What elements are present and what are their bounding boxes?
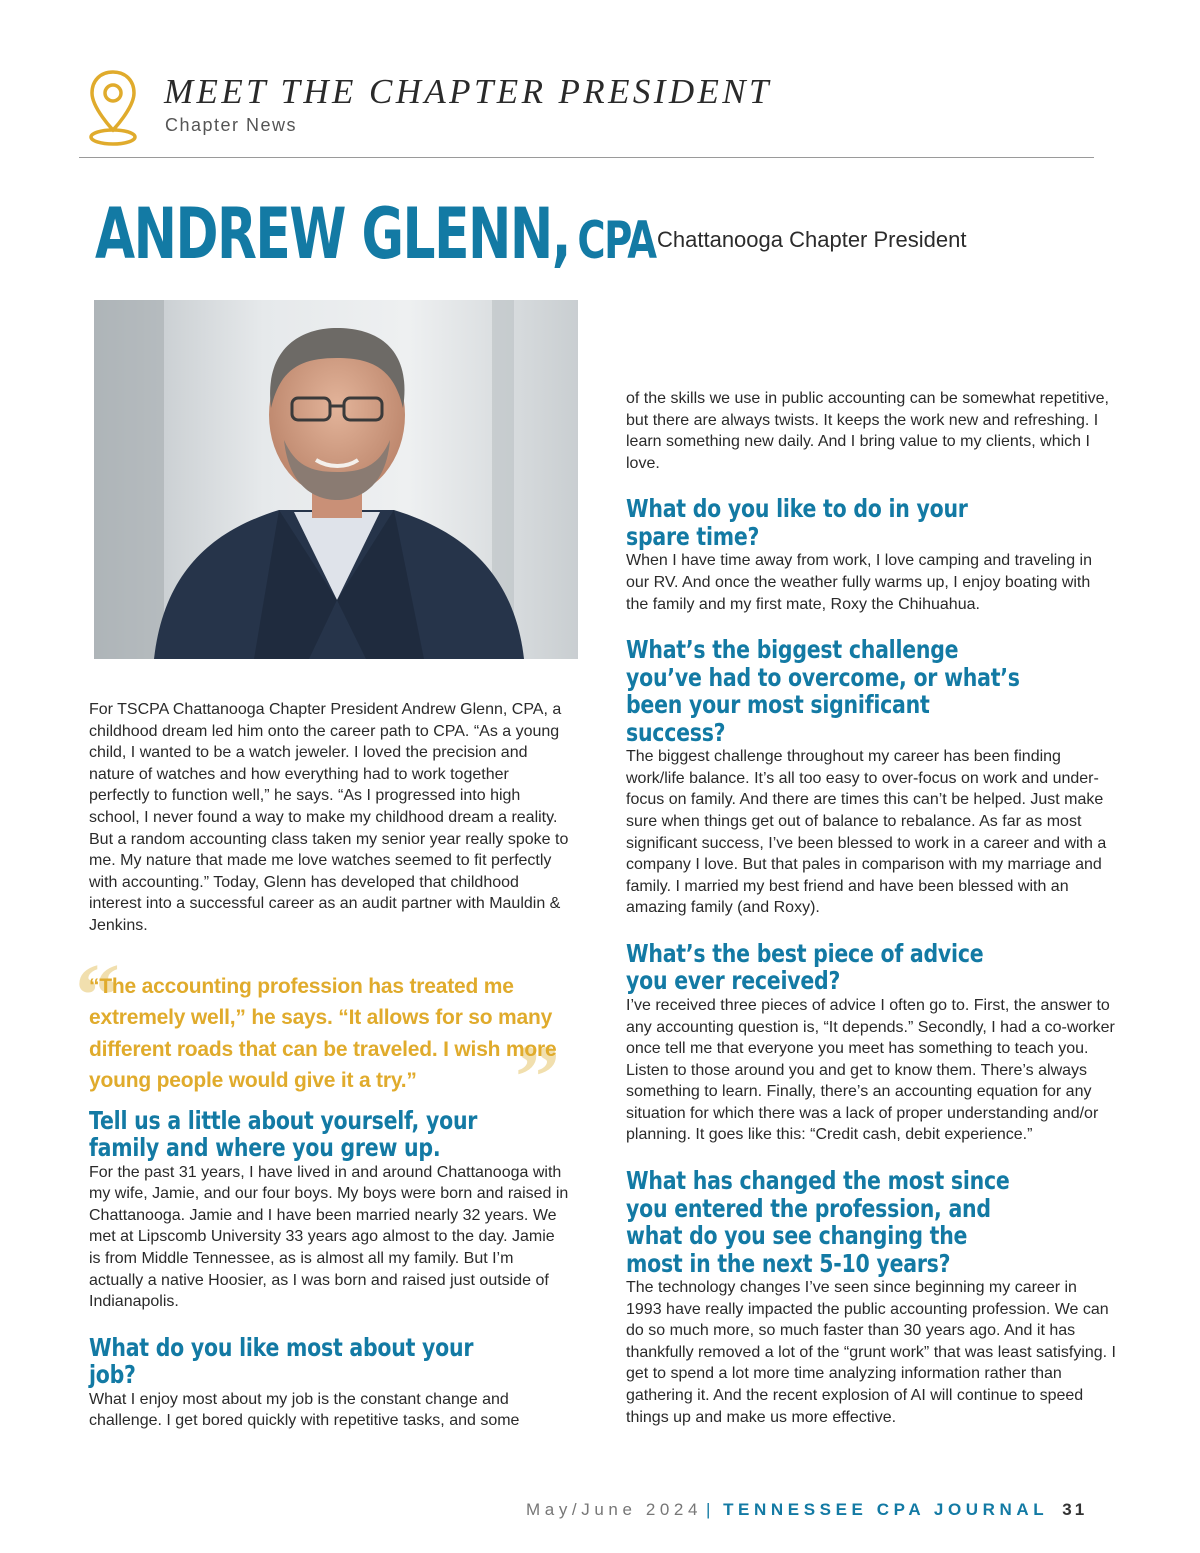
portrait-photo xyxy=(94,300,578,659)
pull-quote-text: “The accounting profession has treated me extremely well,” he says. “It allows for so many different roads that can be traveled. I wish more young people would give it a try.” xyxy=(89,974,557,1093)
answer-paragraph: For the past 31 years, I have lived in and around Chattanooga with my wife, Jamie, and our four boys. My boys were born and raised in Chattanooga. Jamie and I have been married nearly 32 years. We met at Lipscomb University 33 years ago almost to the day. Jamie is from Middle Tennessee, as is almost all my family. But I’m actually a native Hoosier, as I was born and raised just outside of Indianapolis. xyxy=(89,1163,569,1311)
left-column xyxy=(75,699,569,1432)
page-number: 31 xyxy=(1062,1500,1088,1519)
answer-paragraph-continued: of the skills we use in public accounting can be somewhat repetitive, but there are always twists. It keeps the work new and refreshing. I learn something new daily. And I bring value to my clients, which I love. xyxy=(626,390,1109,472)
answer-paragraph: When I have time away from work, I love camping and traveling in our RV. And once the weather fully warms up, I enjoy boating with the family and my first mate, Roxy the Chihuahua. xyxy=(626,552,1092,613)
question-heading: What do you like most about your job? xyxy=(89,1332,474,1390)
section-label: Chapter News xyxy=(165,115,298,135)
question-heading: Tell us a little about yourself, your family and where you grew up. xyxy=(89,1105,478,1163)
right-column xyxy=(626,388,1116,1428)
section-kicker: MEET THE CHAPTER PRESIDENT xyxy=(164,72,772,111)
location-pin-icon xyxy=(88,68,138,150)
issue-date: May/June 2024 xyxy=(526,1500,703,1519)
question-heading: What’s the best piece of advice you ever received? xyxy=(626,938,984,996)
journal-name: TENNESSEE CPA JOURNAL xyxy=(723,1500,1049,1519)
page-footer xyxy=(526,1500,1087,1520)
person-name: ANDREW GLENN, xyxy=(95,193,570,275)
intro-paragraph: For TSCPA Chattanooga Chapter President Andrew Glenn, CPA, a childhood dream led him onto the career path to CPA. “As a young child, I wanted to be a watch jeweler. I loved the precision and nature of watches and how everything had to work together perfectly to function well,” he says. “As I progressed into high school, I never found a way to make my childhood dream a reality. But a random accounting class taken my senior year really spoke to me. My nature that made me love watches seemed to fit perfectly with accounting.” Today, Glenn has developed that childhood interest into a successful career as an audit partner with Mauldin & Jenkins. xyxy=(89,701,569,934)
header-divider xyxy=(79,157,1094,158)
person-role: Chattanooga Chapter President xyxy=(657,227,967,252)
answer-paragraph: The biggest challenge throughout my career has been finding work/life balance. It’s all too easy to over-focus on work and under-focus on family. And there are times this can’t be helped. Just make sure when things get out of balance to rebalance. As far as most significant success, I’ve been blessed to work in a career and with a company I love. But that pales in comparison with my marriage and family. I married my best friend and have been blessed with an amazing family (and Roxy). xyxy=(626,748,1107,917)
close-quote-icon: ” xyxy=(515,1027,560,1127)
page-title xyxy=(95,193,656,275)
answer-paragraph: The technology changes I’ve seen since beginning my career in 1993 have really impacted the public accounting profession. We can do so much more, so much faster than 30 years ago. And it has thankfully removed a lot of the “grunt work” that was least satisfying. I get to spend a lot more time analyzing information rather than gathering it. And the recent explosion of AI will continue to speed things up and make us more effective. xyxy=(626,1279,1116,1426)
pull-quote xyxy=(75,945,569,1127)
open-quote-icon: “ xyxy=(75,945,120,1045)
question-heading: What has changed the most since you entered the profession, and what do you see changing the most in the next 5-10 years? xyxy=(626,1166,1010,1278)
answer-paragraph: I’ve received three pieces of advice I often go to. First, the answer to any accounting question is, “It depends.” Secondly, I had a co-worker once tell me that everyone you meet has something to teach you. Listen to those around you and get to know them. There’s always something to learn. Finally, there’s an accounting equation for any situation for which there was a lack of proper understanding and/or planning. It goes like this: “Credit cash, debit experience.” xyxy=(626,996,1115,1144)
person-credential: CPA xyxy=(577,211,656,271)
footer-separator: | xyxy=(706,1500,716,1519)
question-heading: What do you like to do in your spare time? xyxy=(626,494,968,551)
question-heading: What’s the biggest challenge you’ve had to overcome, or what’s been your most significant success? xyxy=(626,635,1020,747)
answer-paragraph: What I enjoy most about my job is the constant change and challenge. I get bored quickly with repetitive tasks, and some xyxy=(89,1390,520,1430)
